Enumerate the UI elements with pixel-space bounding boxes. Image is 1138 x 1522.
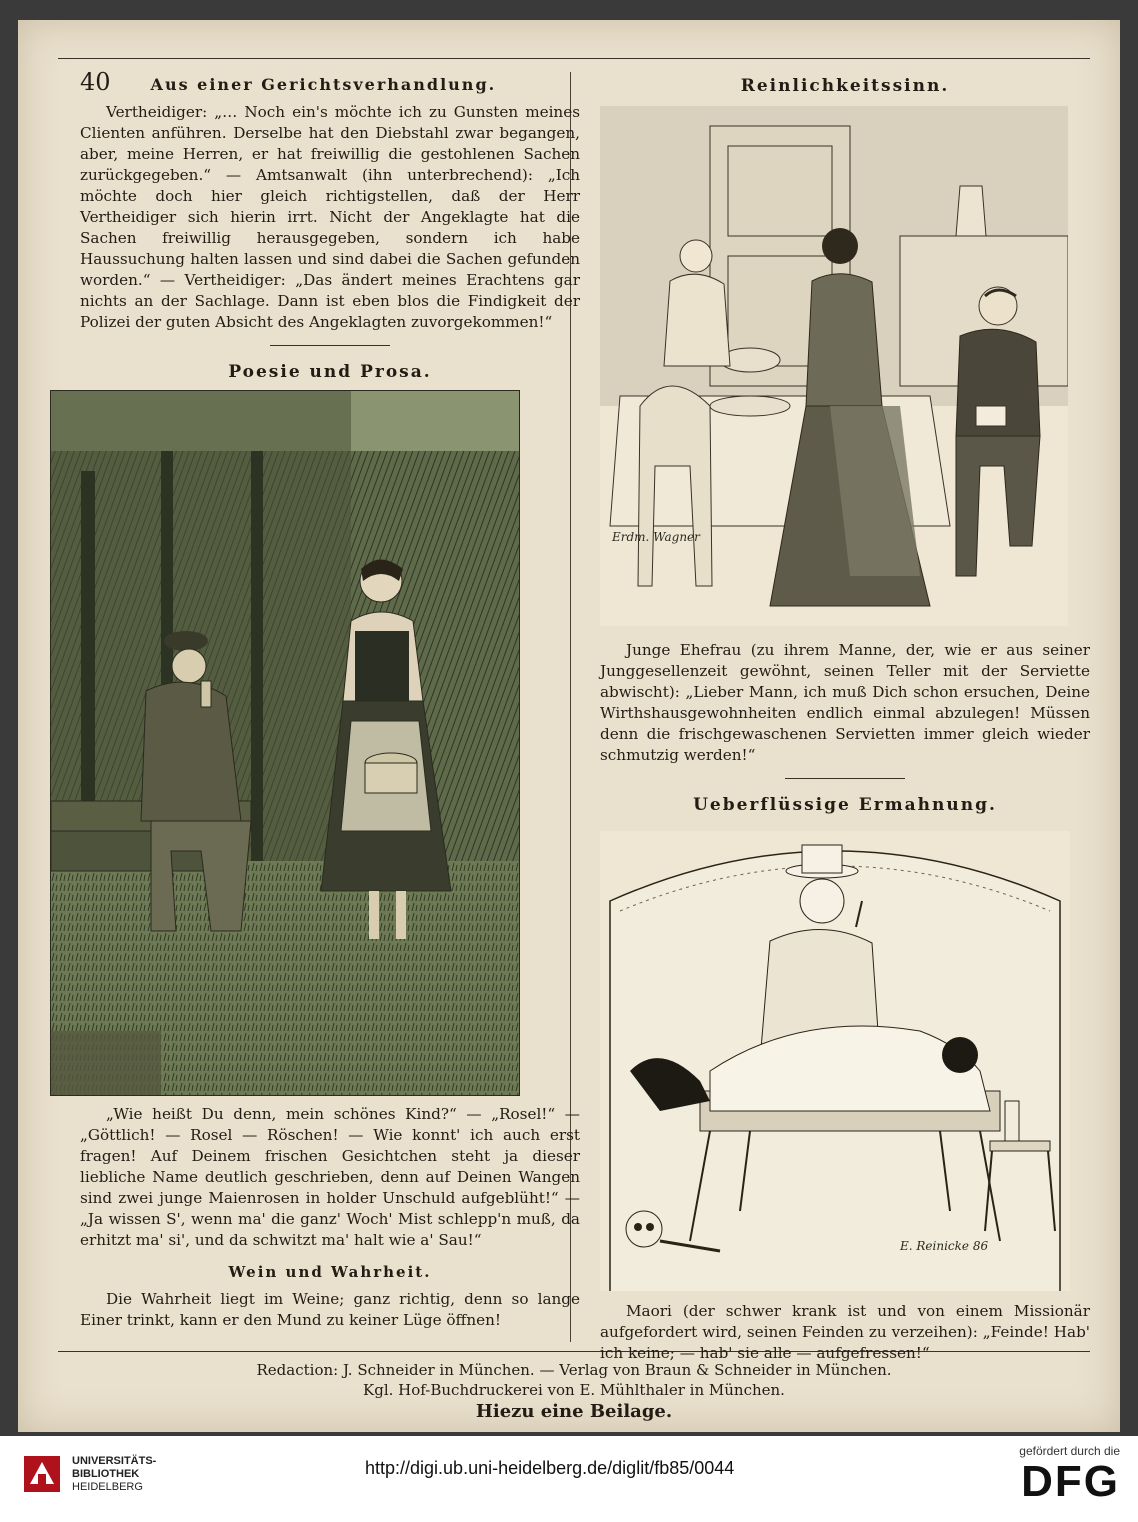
library-name-line2: BIBLIOTHEK (72, 1467, 140, 1480)
engraving-couple-at-table (600, 106, 1068, 626)
library-name-line3: HEIDELBERG (72, 1480, 143, 1493)
story-wein-text: Die Wahrheit liegt im Weine; ganz richtig, denn so lange Einer trinkt, kann er den Mund zu keiner Lüge öffnen! (80, 1290, 580, 1329)
illustration-signature: E. Reinicke 86 (900, 1239, 989, 1253)
running-title: Aus einer Gerichtsverhandlung. (150, 75, 497, 94)
engraving-missionary-and-maori (600, 831, 1070, 1291)
dfg-funding-block[interactable] (1019, 1444, 1120, 1506)
funding-text: gefördert durch die (1019, 1444, 1120, 1458)
library-logo-block[interactable] (22, 1454, 156, 1494)
page-number: 40 (80, 68, 111, 96)
footer-imprint-line1: Redaction: J. Schneider in München. — Verlag von Braun & Schneider in München. (256, 1361, 892, 1379)
story-reinlichkeit-caption: Junge Ehefrau (zu ihrem Manne, der, wie er aus seiner Junggesellenzeit gewöhnt, seinen Teller mit der Serviette abwischt): „Lieber Mann, ich muß Dich schon ersuchen, Deine Wirthshausgewohnheiten endlich einmal abzulegen! Müssen denn die frischgewaschenen Servietten immer gleich wieder schmutzig werden!“ (600, 641, 1090, 764)
story-wein-title: Wein und Wahrheit. (228, 1263, 432, 1281)
library-name-line1: UNIVERSITÄTS- (72, 1454, 157, 1467)
library-name (72, 1455, 156, 1494)
illustration-ueberfluessige-ermahnung (600, 831, 1070, 1291)
illustration-reinlichkeitssinn (600, 106, 1068, 626)
story-poesie-title: Poesie und Prosa. (228, 362, 432, 382)
illustration-poesie-und-prosa (50, 390, 520, 1096)
story-reinlichkeit-title: Reinlichkeitssinn. (740, 76, 950, 96)
running-header (80, 68, 580, 96)
permalink-url[interactable]: http://digi.ub.uni-heidelberg.de/diglit/fb85/0044 (365, 1458, 735, 1478)
separator (785, 778, 905, 779)
story-court-text: Vertheidiger: „… Noch ein's möchte ich zu Gunsten meines Clienten anführen. Derselbe hat den Diebstahl zwar begangen, aber, meine Herren, er hat freiwillig die gestohlenen Sachen zurückgegeben.“ — Amtsanwalt (ihn unterbrechend): „Ich möchte doch hier gleich richtigstellen, daß der Herr Vertheidiger sich hierin irrt. Nicht der Angeklagte hat die Sachen freiwillig herausgegeben, sondern ich habe Haussuchung halten lassen und sind dabei die Sachen gefunden worden.“ — Vertheidiger: „Das ändert meines Erachtens gar nichts an der Sachlage. Dann ist eben blos die Findigkeit der Polizei der guten Absicht des Angeklagten zuvorgekommen!“ (80, 103, 580, 331)
story-ermahnung-title: Ueberflüssige Ermahnung. (693, 795, 997, 815)
footer-supplement-note: Hiezu eine Beilage. (475, 1401, 673, 1422)
page-footer (58, 1360, 1090, 1422)
dfg-logo: DFG (1021, 1457, 1120, 1506)
left-column (80, 68, 580, 1331)
engraving-farmgirl-and-traveller (51, 391, 519, 1095)
right-column (600, 68, 1090, 1364)
university-seal-icon (22, 1454, 62, 1494)
separator (270, 345, 390, 346)
story-poesie-caption: „Wie heißt Du denn, mein schönes Kind?“ — „Rosel!“ — „Göttlich! — Rosel — Röschen! — Wie konnt' ich auch erst fragen! Auf Deinem frischen Gesichtchen steht ja dieser liebliche Name deutlich geschrieben, denn auf Deinen Wangen sind zwei junge Maienrosen in holder Unschuld aufgeblüht!“ — „Ja wissen S', wenn ma' die ganz' Woch' Mist schlepp'n muß, da erhitzt ma' si', und da schwitzt ma' halt wie a' Sau!“ (80, 1105, 580, 1249)
newspaper-page (18, 20, 1120, 1432)
illustration-signature: Erdm. Wagner (612, 530, 700, 544)
footer-imprint-line2: Kgl. Hof-Buchdruckerei von E. Mühlthaler in München. (363, 1381, 785, 1399)
story-ermahnung-caption: Maori (der schwer krank ist und von einem Missionär aufgefordert wird, seinen Feinden zu verzeihen): „Feinde! Hab' ich keine; — hab' sie alle — aufgefressen!“ (600, 1302, 1090, 1362)
viewer-bottom-bar (0, 1436, 1138, 1522)
